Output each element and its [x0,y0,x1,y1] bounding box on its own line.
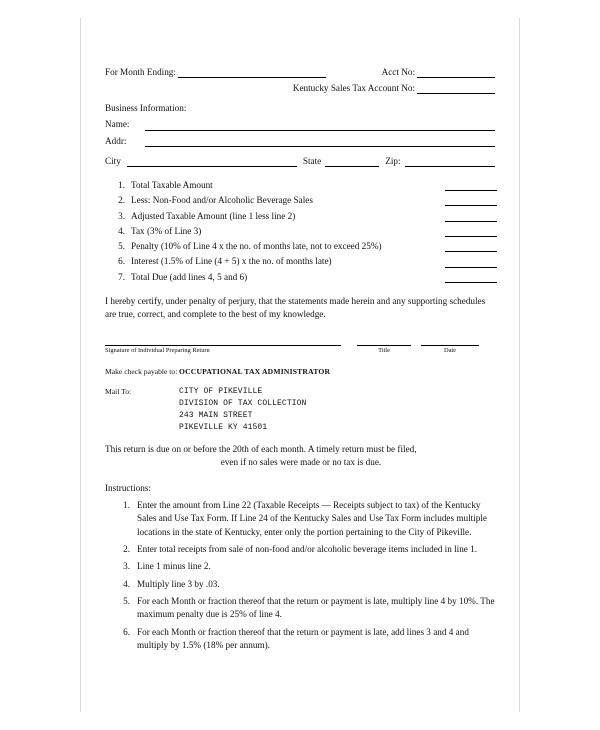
tax-line-label: Adjusted Taxable Amount (line 1 less line 2) [131,210,296,221]
payable-label: Make check payable to: [105,367,178,377]
address-field[interactable] [105,135,497,147]
tax-line-number: 4. [118,225,125,236]
instruction-text: For each Month or fraction thereof that the return or payment is late, add lines 3 and 4 and multiply by 1.5% (18% per annum). [137,626,469,651]
tax-line [105,210,497,222]
form-sheet [80,18,520,712]
payable-row [105,367,497,377]
instruction-number: 6. [123,626,130,637]
month-ending-input[interactable] [178,68,326,78]
tax-line-label: Total Due (add lines 4, 5 and 6) [131,271,248,282]
city-input[interactable] [127,157,297,167]
instruction-item [105,499,497,539]
tax-line-number: 1. [118,179,125,190]
name-input[interactable] [145,121,495,131]
spacer [411,347,421,355]
tax-line-amount-input[interactable] [445,211,497,222]
instruction-item [105,595,497,622]
instruction-number: 1. [123,499,130,510]
tax-lines [105,179,497,283]
instructions-list [105,499,497,652]
instruction-text: Line 1 minus line 2. [137,561,211,572]
tax-line-label: Total Taxable Amount [131,179,213,190]
mail-to-line: DIVISION OF TAX COLLECTION [179,399,307,409]
due-note [105,443,497,470]
zip-input[interactable] [405,157,495,167]
tax-line-label: Tax (3% of Line 3) [131,225,202,236]
due-note-line-1: This return is due on or before the 20th of each month. A timely return must be filed, [105,444,417,455]
mail-to-row [105,386,497,434]
tax-line-label: Interest (1.5% of Line (4 + 5) x the no. of months late) [131,256,332,267]
title-input[interactable] [357,336,411,346]
tax-line-amount-input[interactable] [445,180,497,191]
tax-line [105,179,497,191]
tax-line-amount-input[interactable] [445,257,497,268]
instruction-text: Enter total receipts from sale of non-food and/or alcoholic beverage items included in line 1. [137,543,478,554]
signature-label: Signature of Individual Preparing Return [105,346,210,354]
spacer [341,347,357,355]
instruction-text: For each Month or fraction thereof that the return or payment is late, multiply line 4 by 10%. The maximum penalty due is 25% of line 4. [137,596,495,620]
instructions-heading: Instructions: [105,482,151,493]
date-input[interactable] [421,336,479,346]
tax-line-amount-input[interactable] [445,272,497,283]
address-input[interactable] [145,137,495,147]
tax-line [105,271,497,283]
tax-line-number: 7. [118,271,125,282]
tax-line-amount-input[interactable] [445,226,497,237]
name-field[interactable] [105,118,497,130]
tax-line [105,225,497,237]
tax-line-label: Penalty (10% of Line 4 x the no. of months late, not to exceed 25%) [131,241,382,252]
city-state-zip-row [105,155,497,167]
instruction-number: 5. [123,596,130,606]
instruction-number: 3. [123,561,130,572]
zip-label: Zip: [385,155,401,166]
tax-line-amount-input[interactable] [445,241,497,252]
tax-line-number: 3. [118,210,125,221]
signature-labels [105,347,497,355]
state-input[interactable] [325,157,379,167]
tax-line [105,240,497,252]
instruction-item [105,560,497,573]
mail-to-line: CITY OF PIKEVILLE [179,387,263,397]
business-information-heading: Business Information: [105,103,187,114]
header-row-top [105,66,497,78]
instruction-item [105,626,497,653]
instruction-text: Enter the amount from Line 22 (Taxable Receipts — Receipts subject to tax) of the Kentucky Sales and Use Tax Form. If Line 24 of the Kentucky Sales and Use Tax Form includes multiple locations in the state of Kentucky, enter only the portion pertaining to the City of Pikeville. [137,499,487,537]
instruction-item [105,543,497,556]
tax-line-amount-input[interactable] [445,195,497,206]
instruction-item [105,578,497,591]
mail-to-address [179,386,306,434]
due-note-line-2: even if no sales were made or no tax is due. [220,457,382,468]
tax-line-number: 6. [118,256,125,267]
tax-line-number: 5. [118,241,125,252]
signature-input[interactable] [105,336,341,346]
signature-block [105,336,497,355]
instruction-number: 4. [123,578,130,589]
acct-no-label: Acct No: [381,67,415,77]
month-ending-field[interactable] [105,66,382,78]
acct-no-field[interactable] [382,66,497,78]
mail-to-line: PIKEVILLE KY 41501 [179,423,268,433]
acct-no-input[interactable] [417,68,495,78]
instruction-number: 2. [123,543,130,554]
name-label: Name: [105,119,130,130]
address-label: Addr: [105,135,127,146]
tax-line-number: 2. [118,195,125,206]
payable-value: OCCUPATIONAL TAX ADMINISTRATOR [179,367,331,377]
instruction-text: Multiply line 3 by .03. [137,578,220,589]
ky-account-label: Kentucky Sales Tax Account No: [292,83,415,94]
tax-line [105,255,497,267]
ky-account-input[interactable] [417,84,495,94]
state-label: State [302,155,322,166]
title-label: Title [378,346,390,354]
month-ending-label: For Month Ending: [105,67,176,77]
tax-line [105,194,497,206]
tax-line-label: Less: Non-Food and/or Alcoholic Beverage Sales [131,195,313,206]
city-label: City [105,155,121,166]
mail-to-line: 243 MAIN STREET [179,411,253,421]
mail-to-label: Mail To: [105,387,132,397]
signature-rules [105,336,497,346]
certification-text: I hereby certify, under penalty of perjury, that the statements made herein and any supporting schedules are true, correct, and complete to the best of my knowledge. [105,295,486,320]
ky-account-field[interactable] [105,82,497,94]
form-content [105,66,497,656]
date-label: Date [443,346,457,354]
